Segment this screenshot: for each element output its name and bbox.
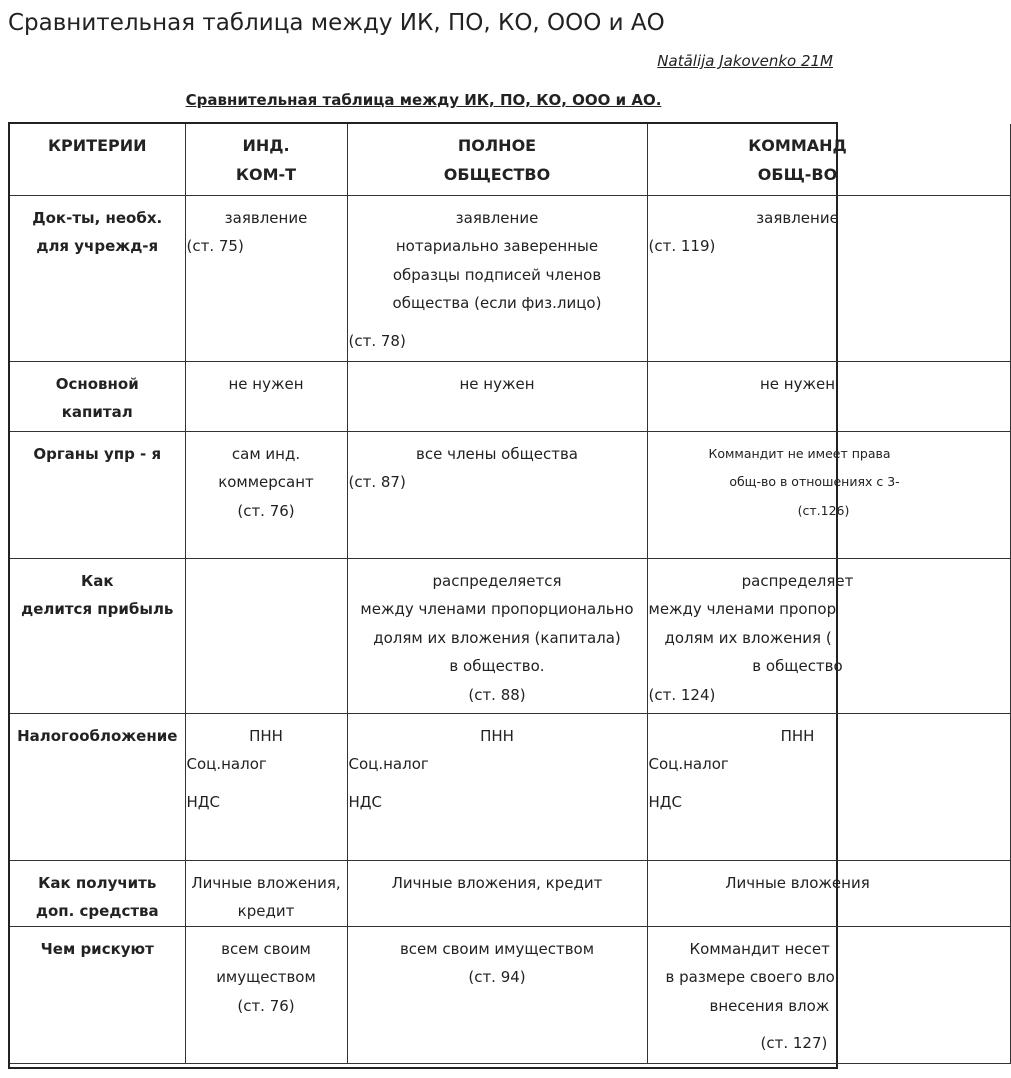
cell-text: Соц.налог	[648, 755, 729, 773]
cell-text: имуществом	[216, 968, 316, 986]
header-ik-line2: КОМ-Т	[235, 164, 297, 184]
cell-text: (ст. 88)	[468, 685, 526, 704]
table-row-management	[10, 431, 1010, 558]
table-row-capital	[10, 361, 1010, 431]
cell-text: распределяет	[741, 571, 854, 590]
criteria-funds	[10, 860, 185, 926]
cell-management-po	[347, 431, 647, 558]
criteria-risk	[10, 926, 185, 1063]
cell-text: (ст. 127)	[760, 1034, 828, 1052]
cell-risk-ik	[185, 926, 347, 1063]
cell-text: Личные вложения, кредит	[391, 873, 603, 892]
page-title: Сравнительная таблица между ИК, ПО, КО, ООО и АО	[8, 10, 665, 36]
cell-funds-ko	[647, 860, 1010, 926]
cell-text: между членами пропорционально	[360, 600, 634, 618]
cell-text: НДС	[186, 792, 220, 811]
header-po-line2: ОБЩЕСТВО	[443, 164, 551, 184]
cell-text: в размере своего вло	[665, 968, 835, 986]
cell-capital-ko	[647, 361, 1010, 431]
criteria-capital-line1: Основной	[55, 374, 139, 393]
criteria-management	[10, 431, 185, 558]
cell-text: Личные вложения,	[191, 873, 341, 892]
cell-text: нотариально заверенные	[395, 237, 599, 255]
cell-text: заявление	[756, 208, 839, 227]
header-ko-line1: КОММАНД	[748, 136, 847, 155]
criteria-profit	[10, 558, 185, 713]
header-po	[347, 124, 647, 195]
cell-text: (ст. 75)	[186, 237, 244, 255]
cell-text: (ст. 87)	[348, 473, 406, 491]
criteria-tax-line1: Налогообложение	[17, 726, 178, 745]
cell-management-ik	[185, 431, 347, 558]
cell-text: НДС	[348, 792, 382, 811]
cell-profit-ik	[185, 558, 347, 713]
comparison-table-frame	[8, 122, 900, 1069]
cell-text: всем своим	[221, 939, 311, 958]
criteria-management-line1: Органы упр - я	[33, 444, 162, 463]
cell-text: Личные вложения	[725, 873, 870, 892]
cell-text: (ст. 78)	[348, 331, 406, 350]
header-ko	[647, 124, 1010, 195]
cell-docs-ko	[647, 195, 1010, 361]
cell-text: (ст.126)	[797, 502, 850, 518]
cell-profit-po	[347, 558, 647, 713]
author-credit: Natālija Jakovenko 21M	[657, 52, 833, 70]
criteria-funds-line2: доп. средства	[35, 902, 159, 920]
cell-docs-ik	[185, 195, 347, 361]
cell-text: заявление	[224, 208, 308, 227]
criteria-capital	[10, 361, 185, 431]
cell-text: внесения влож	[709, 996, 830, 1015]
header-ko-line2: ОБЩ-ВО	[757, 164, 838, 184]
cell-risk-po	[347, 926, 647, 1063]
header-ik-line1: ИНД.	[242, 136, 290, 155]
header-ik	[185, 124, 347, 195]
cell-text: Коммандит не имеет права	[708, 445, 891, 461]
cell-text: заявление	[455, 208, 539, 227]
cell-capital-ik	[185, 361, 347, 431]
table-row-tax	[10, 713, 1010, 860]
cell-text: (ст. 94)	[468, 968, 526, 986]
table-row-risk	[10, 926, 1010, 1063]
cell-risk-ko	[647, 926, 1010, 1063]
cell-tax-ik	[185, 713, 347, 860]
table-row-funds	[10, 860, 1010, 926]
cell-text: (ст. 124)	[648, 685, 716, 704]
criteria-tax	[10, 713, 185, 860]
cell-tax-po	[347, 713, 647, 860]
table-row-profit	[10, 558, 1010, 713]
cell-text: в общество.	[449, 657, 545, 675]
cell-text: коммерсант	[218, 473, 314, 491]
cell-text: между членами пропор	[648, 600, 837, 618]
header-criteria	[10, 124, 185, 195]
criteria-docs	[10, 195, 185, 361]
cell-text: Коммандит несет	[689, 939, 830, 958]
cell-funds-ik	[185, 860, 347, 926]
cell-text: общества (если физ.лицо)	[392, 294, 602, 312]
cell-text: всем своим имуществом	[399, 939, 595, 958]
cell-text: ПНН	[249, 726, 283, 745]
criteria-docs-line1: Док-ты, необх.	[32, 208, 163, 227]
cell-text: сам инд.	[231, 444, 301, 463]
cell-text: НДС	[648, 792, 682, 811]
table-header-row	[10, 124, 1010, 195]
cell-text: не нужен	[228, 374, 304, 393]
cell-text: не нужен	[759, 374, 836, 393]
cell-text: (ст. 119)	[648, 237, 716, 255]
cell-profit-ko	[647, 558, 1010, 713]
cell-funds-po	[347, 860, 647, 926]
cell-text: кредит	[237, 902, 295, 920]
criteria-profit-line2: делится прибыль	[21, 600, 174, 618]
cell-management-ko	[647, 431, 1010, 558]
cell-text: все члены общества	[416, 444, 578, 463]
header-criteria-label: КРИТЕРИИ	[47, 136, 147, 155]
cell-text: долям их вложения (капитала)	[373, 628, 621, 647]
cell-tax-ko	[647, 713, 1010, 860]
cell-text: в общество	[752, 657, 843, 675]
criteria-risk-line1: Чем рискуют	[40, 939, 154, 958]
criteria-capital-line2: капитал	[61, 403, 133, 421]
criteria-funds-line1: Как получить	[38, 873, 157, 892]
comparison-table	[10, 124, 1011, 1064]
cell-text: ПНН	[780, 726, 815, 745]
criteria-profit-line1: Как	[80, 571, 114, 590]
cell-text: (ст. 76)	[237, 996, 295, 1015]
table-row-docs	[10, 195, 1010, 361]
document-heading: Сравнительная таблица между ИК, ПО, КО, ООО и АО.	[185, 91, 662, 109]
cell-text: Соц.налог	[186, 755, 267, 773]
cell-text: долям их вложения (	[664, 628, 832, 647]
cell-text: образцы подписей членов	[392, 265, 602, 284]
cell-text: ПНН	[480, 726, 514, 745]
header-po-line1: ПОЛНОЕ	[457, 136, 537, 155]
cell-capital-po	[347, 361, 647, 431]
cell-text: распределяется	[432, 571, 562, 590]
cell-text: не нужен	[459, 374, 535, 393]
cell-text: (ст. 76)	[237, 501, 295, 520]
cell-docs-po	[347, 195, 647, 361]
criteria-docs-line2: для учрежд-я	[36, 237, 159, 255]
cell-text: общ-во в отношениях с 3-	[729, 474, 900, 489]
cell-text: Соц.налог	[348, 755, 429, 773]
